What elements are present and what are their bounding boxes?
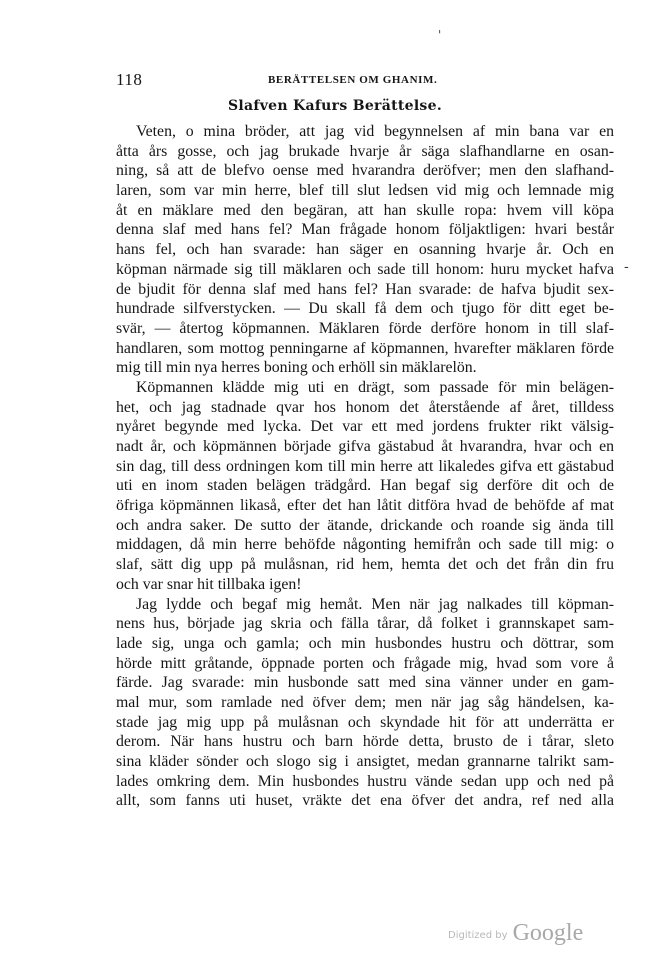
text-line: Veten, o mina bröder, att jag vid begynnelsen af min bana var en [136, 123, 614, 140]
text-line: derom. När hans hustru och barn hörde detta, brusto de i tårar, sleto [116, 733, 614, 751]
text-line: denna slaf med hans fel? Man frågade honom följaktligen: hvari består [116, 221, 614, 239]
text-line: och var snar hit tillbaka igen! [116, 575, 302, 593]
page-header [116, 70, 616, 94]
text-line: ning, så att de blefvo oense med hvarandra deröfver; men den slafhand- [116, 162, 614, 180]
text-line: het, och jag stadnade qvar hos honom det återstående af året, tilldess [116, 398, 614, 416]
text-line: öfriga köpmännen likaså, efter det han låtit ditföra hvad de behöfde af mat [116, 497, 614, 515]
text-line: nadt år, och köpmännen började gifva gästabud åt hvarandra, hvar och en [116, 438, 614, 455]
margin-mark-right: - [624, 259, 629, 275]
digitized-by-watermark [448, 920, 583, 947]
text-line: färde. Jag svarade: min husbonde satt med sina vänner under en gam- [116, 674, 614, 692]
text-line: hundrade silfverstycken. — Du skall få dem och tjugo för ditt eget be- [116, 300, 614, 318]
text-line: allt, som fanns uti huset, vräkte det ena öfver det andra, ref ned alla [116, 792, 614, 810]
google-logo: Google [512, 920, 584, 946]
page-number: 118 [116, 70, 143, 89]
text-line: hörde mitt gråtande, öppnade porten och frågade mig, hvad som vore å [116, 654, 614, 672]
watermark-prefix: Digitized by [448, 930, 508, 941]
section-title: Slafven Kafurs Berättelse. [228, 98, 442, 114]
text-line: åt en mäklare med den begäran, att han skulle ropa: hvem vill köpa [116, 201, 614, 219]
margin-mark-top: ' [438, 28, 442, 42]
text-line: köpman närmade sig till mäklaren och sade till honom: huru mycket hafva [116, 260, 614, 278]
text-line: hans fel, och han svarade: han säger en osanning hvarje år. Och en [116, 241, 614, 259]
text-line: handlaren, som mottog penningarne af köpmannen, hvarefter mäklaren förde [116, 339, 614, 357]
text-line: och andra saker. De sutto der ätande, drickande och roande sig ända till [116, 516, 614, 534]
text-line: Köpmannen klädde mig uti en drägt, som passade för min belägen- [136, 378, 614, 396]
text-line: åtta års gosse, och jag brukade hvarje år säga slafhandlarne en osan- [116, 142, 614, 160]
text-line: lade sig, unga och gamla; och min husbondes hustru och döttrar, som [116, 634, 614, 652]
text-line: sina kläder sönder och slogo sig i ansigtet, medan grannarne talrikt sam- [116, 753, 614, 770]
text-line: sin dag, till dess ordningen kom till min herre att likaledes gifva ett gästabud [116, 457, 614, 475]
running-head: BERÄTTELSEN OM GHANIM. [268, 74, 438, 86]
text-line: de bjudit för denna slaf med hans fel? Han svarade: de hafva bjudit sex- [116, 280, 614, 298]
text-line: lades omkring dem. Min husbondes hustru vände sedan upp och ned på [116, 772, 614, 790]
text-line: nyåret begynde med lycka. Det var ett med jordens frukter rikt välsig- [116, 418, 614, 436]
text-line: svär, — återtog köpmannen. Mäklaren förde derföre honom in till slaf- [116, 319, 614, 337]
text-line: mig till min nya herres boning och erhöll sin mäklarelön. [116, 359, 477, 377]
text-line: nens hus, började jag skria och fälla tårar, då folket i grannskapet sam- [116, 615, 614, 633]
text-line: Jag lydde och begaf mig hemåt. Men när jag nalkades till köpman- [136, 595, 614, 613]
text-line: laren, som var min herre, blef till slut ledsen vid mig och lemnade mig [116, 182, 614, 200]
text-line: stade jag mig upp på mulåsnan och skyndade hit för att underrätta er [116, 713, 614, 731]
text-line: uti en inom staden belägen trädgård. Han begaf sig derföre dit och de [116, 477, 614, 495]
body-text [116, 122, 614, 811]
text-line: slaf, sätt dig upp på mulåsnan, rid hem, hemta det och det från din fru [116, 556, 614, 574]
text-line: middagen, då min herre behöfde någonting hemifrån och sade till mig: o [116, 536, 614, 554]
text-line: mal mur, som ramlade ned öfver dem; men när jag såg händelsen, ka- [116, 693, 614, 711]
